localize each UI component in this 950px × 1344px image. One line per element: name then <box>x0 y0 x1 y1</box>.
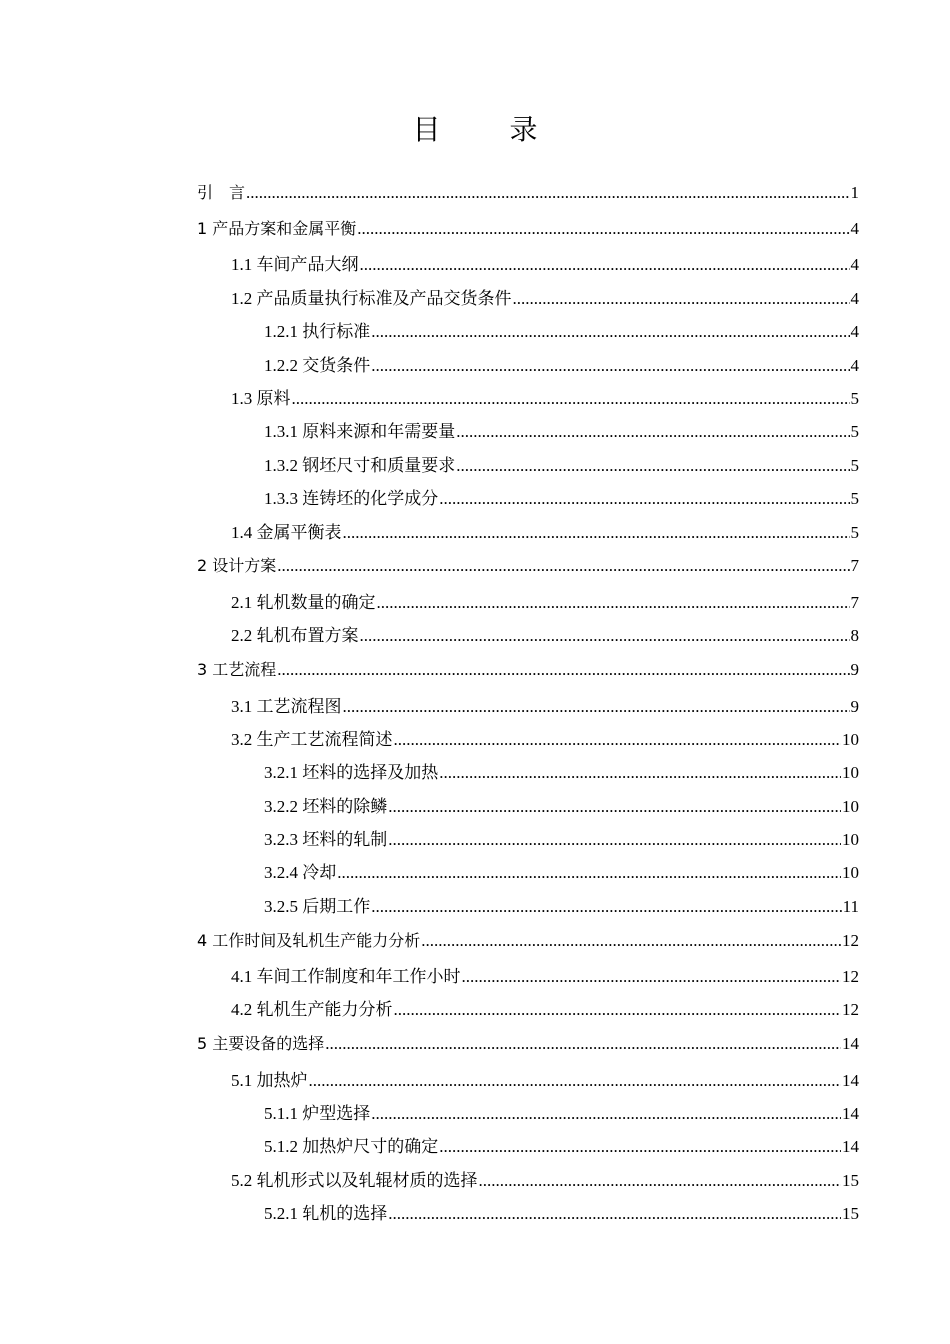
toc-entry[interactable] <box>231 999 859 1021</box>
toc-dot-leader <box>360 254 850 276</box>
toc-dot-leader <box>360 625 850 647</box>
toc-entry[interactable] <box>264 1103 859 1125</box>
toc-page-number: 10 <box>842 830 859 849</box>
toc-entry[interactable] <box>231 522 859 544</box>
toc-entry-label: 2.2 轧机布置方案 <box>231 626 359 645</box>
toc-page-number: 10 <box>842 730 859 749</box>
toc-entry[interactable] <box>231 1170 859 1192</box>
toc-entry[interactable] <box>231 729 859 751</box>
toc-entry[interactable] <box>264 1136 859 1158</box>
toc-page-number: 4 <box>850 289 859 308</box>
toc-entry-label: 3.2.4 冷却 <box>264 863 337 882</box>
toc-entry[interactable] <box>264 1203 859 1225</box>
toc-page-number: 10 <box>842 797 859 816</box>
toc-entry-label: 1.3.3 连铸坯的化学成分 <box>264 489 439 508</box>
toc-dot-leader <box>388 829 841 851</box>
toc-entry[interactable] <box>197 555 859 577</box>
toc-entry-label: 3.2.5 后期工作 <box>264 897 371 916</box>
toc-page-number: 5 <box>850 456 859 475</box>
toc-entry-label: 3.2.3 坯料的轧制 <box>264 830 388 849</box>
toc-page-number: 11 <box>842 897 859 916</box>
toc-entry[interactable] <box>197 1033 859 1055</box>
toc-entry-label: 1.2 产品质量执行标准及产品交货条件 <box>231 289 512 308</box>
toc-entry-label: 3.2.2 坯料的除鳞 <box>264 797 388 816</box>
toc-entry[interactable] <box>231 625 859 647</box>
toc-entry-label: 5 主要设备的选择 <box>197 1034 325 1053</box>
toc-entry[interactable] <box>264 355 859 377</box>
toc-dot-leader <box>277 659 849 681</box>
toc-entry[interactable] <box>231 966 859 988</box>
toc-entry[interactable] <box>231 696 859 718</box>
toc-entry-label: 1.3.1 原料来源和年需要量 <box>264 422 456 441</box>
toc-entry-label: 1 产品方案和金属平衡 <box>197 219 357 238</box>
toc-dot-leader <box>371 1103 841 1125</box>
toc-dot-leader <box>343 522 850 544</box>
toc-page-number: 7 <box>850 593 859 612</box>
toc-entry[interactable] <box>264 829 859 851</box>
toc-entry-label: 5.1 加热炉 <box>231 1071 308 1090</box>
toc-dot-leader <box>479 1170 842 1192</box>
toc-dot-leader <box>456 455 849 477</box>
toc-entry[interactable] <box>197 930 859 952</box>
toc-entry-label: 1.2.1 执行标准 <box>264 322 371 341</box>
toc-entry[interactable] <box>197 182 859 204</box>
toc-dot-leader <box>394 729 842 751</box>
toc-page-number: 12 <box>842 931 859 950</box>
toc-page-number: 4 <box>850 356 859 375</box>
toc-dot-leader <box>371 896 841 918</box>
toc-dot-leader <box>309 1070 842 1092</box>
toc-page-number: 4 <box>850 219 859 238</box>
toc-entry-label: 引 言 <box>197 183 246 202</box>
toc-entry-label: 5.2.1 轧机的选择 <box>264 1204 388 1223</box>
toc-page-number: 1 <box>850 183 859 202</box>
toc-page-number: 10 <box>842 863 859 882</box>
toc-dot-leader <box>337 862 841 884</box>
toc-entry[interactable] <box>231 592 859 614</box>
toc-dot-leader <box>325 1033 841 1055</box>
toc-dot-leader <box>439 1136 841 1158</box>
toc-entry-label: 1.3 原料 <box>231 389 291 408</box>
toc-entry-label: 2 设计方案 <box>197 556 277 575</box>
toc-dot-leader <box>371 355 849 377</box>
toc-entry[interactable] <box>264 862 859 884</box>
toc-entry[interactable] <box>264 896 859 918</box>
toc-page-number: 5 <box>850 422 859 441</box>
toc-entry-label: 5.1.1 炉型选择 <box>264 1104 371 1123</box>
toc-page-number: 9 <box>850 660 859 679</box>
toc-title: 目 录 <box>412 113 568 146</box>
toc-dot-leader <box>277 555 849 577</box>
toc-entry-label: 3.2 生产工艺流程简述 <box>231 730 393 749</box>
toc-page-number: 14 <box>842 1137 859 1156</box>
toc-page-number: 12 <box>842 967 859 986</box>
toc-dot-leader <box>292 388 850 410</box>
toc-page-number: 4 <box>850 322 859 341</box>
toc-page-number: 10 <box>842 763 859 782</box>
toc-dot-leader <box>343 696 850 718</box>
toc-entry-label: 3.2.1 坯料的选择及加热 <box>264 763 439 782</box>
toc-dot-leader <box>377 592 850 614</box>
toc-dot-leader <box>439 488 849 510</box>
toc-entry[interactable] <box>231 288 859 310</box>
toc-entry-label: 1.1 车间产品大纲 <box>231 255 359 274</box>
toc-entry[interactable] <box>264 455 859 477</box>
toc-entry[interactable] <box>264 421 859 443</box>
toc-dot-leader <box>388 796 841 818</box>
toc-entry[interactable] <box>197 659 859 681</box>
toc-dot-leader <box>462 966 842 988</box>
toc-page-number: 14 <box>842 1071 859 1090</box>
toc-page-number: 4 <box>850 255 859 274</box>
toc-entry-label: 4 工作时间及轧机生产能力分析 <box>197 931 421 950</box>
toc-page-number: 5 <box>850 489 859 508</box>
toc-page-number: 15 <box>842 1171 859 1190</box>
toc-entry[interactable] <box>231 254 859 276</box>
toc-entry-label: 1.3.2 钢坯尺寸和质量要求 <box>264 456 456 475</box>
toc-entry[interactable] <box>231 388 859 410</box>
toc-dot-leader <box>421 930 841 952</box>
toc-entry[interactable] <box>264 488 859 510</box>
toc-page-number: 14 <box>842 1034 859 1053</box>
toc-entry-label: 3 工艺流程 <box>197 660 277 679</box>
toc-page-number: 15 <box>842 1204 859 1223</box>
toc-entry-label: 4.1 车间工作制度和年工作小时 <box>231 967 461 986</box>
toc-entry[interactable] <box>264 321 859 343</box>
toc-entry-label: 1.2.2 交货条件 <box>264 356 371 375</box>
toc-page-number: 14 <box>842 1104 859 1123</box>
toc-entry-label: 1.4 金属平衡表 <box>231 523 342 542</box>
toc-entry[interactable] <box>231 1070 859 1092</box>
toc-page-number: 5 <box>850 389 859 408</box>
toc-dot-leader <box>388 1203 841 1225</box>
toc-page-number: 9 <box>850 697 859 716</box>
toc-dot-leader <box>246 182 849 204</box>
toc-entry-label: 4.2 轧机生产能力分析 <box>231 1000 393 1019</box>
toc-page-number: 7 <box>850 556 859 575</box>
toc-page-number: 5 <box>850 523 859 542</box>
toc-dot-leader <box>357 218 849 240</box>
toc-page-number: 12 <box>842 1000 859 1019</box>
toc-dot-leader <box>456 421 849 443</box>
toc-dot-leader <box>439 762 841 784</box>
toc-entry[interactable] <box>197 218 859 240</box>
toc-entry-label: 5.1.2 加热炉尺寸的确定 <box>264 1137 439 1156</box>
toc-entry[interactable] <box>264 762 859 784</box>
toc-page-number: 8 <box>850 626 859 645</box>
toc-dot-leader <box>394 999 842 1021</box>
toc-entry-label: 3.1 工艺流程图 <box>231 697 342 716</box>
toc-dot-leader <box>371 321 849 343</box>
toc-entry-label: 5.2 轧机形式以及轧辊材质的选择 <box>231 1171 478 1190</box>
toc-entry[interactable] <box>264 796 859 818</box>
toc-dot-leader <box>513 288 850 310</box>
toc-entry-label: 2.1 轧机数量的确定 <box>231 593 376 612</box>
